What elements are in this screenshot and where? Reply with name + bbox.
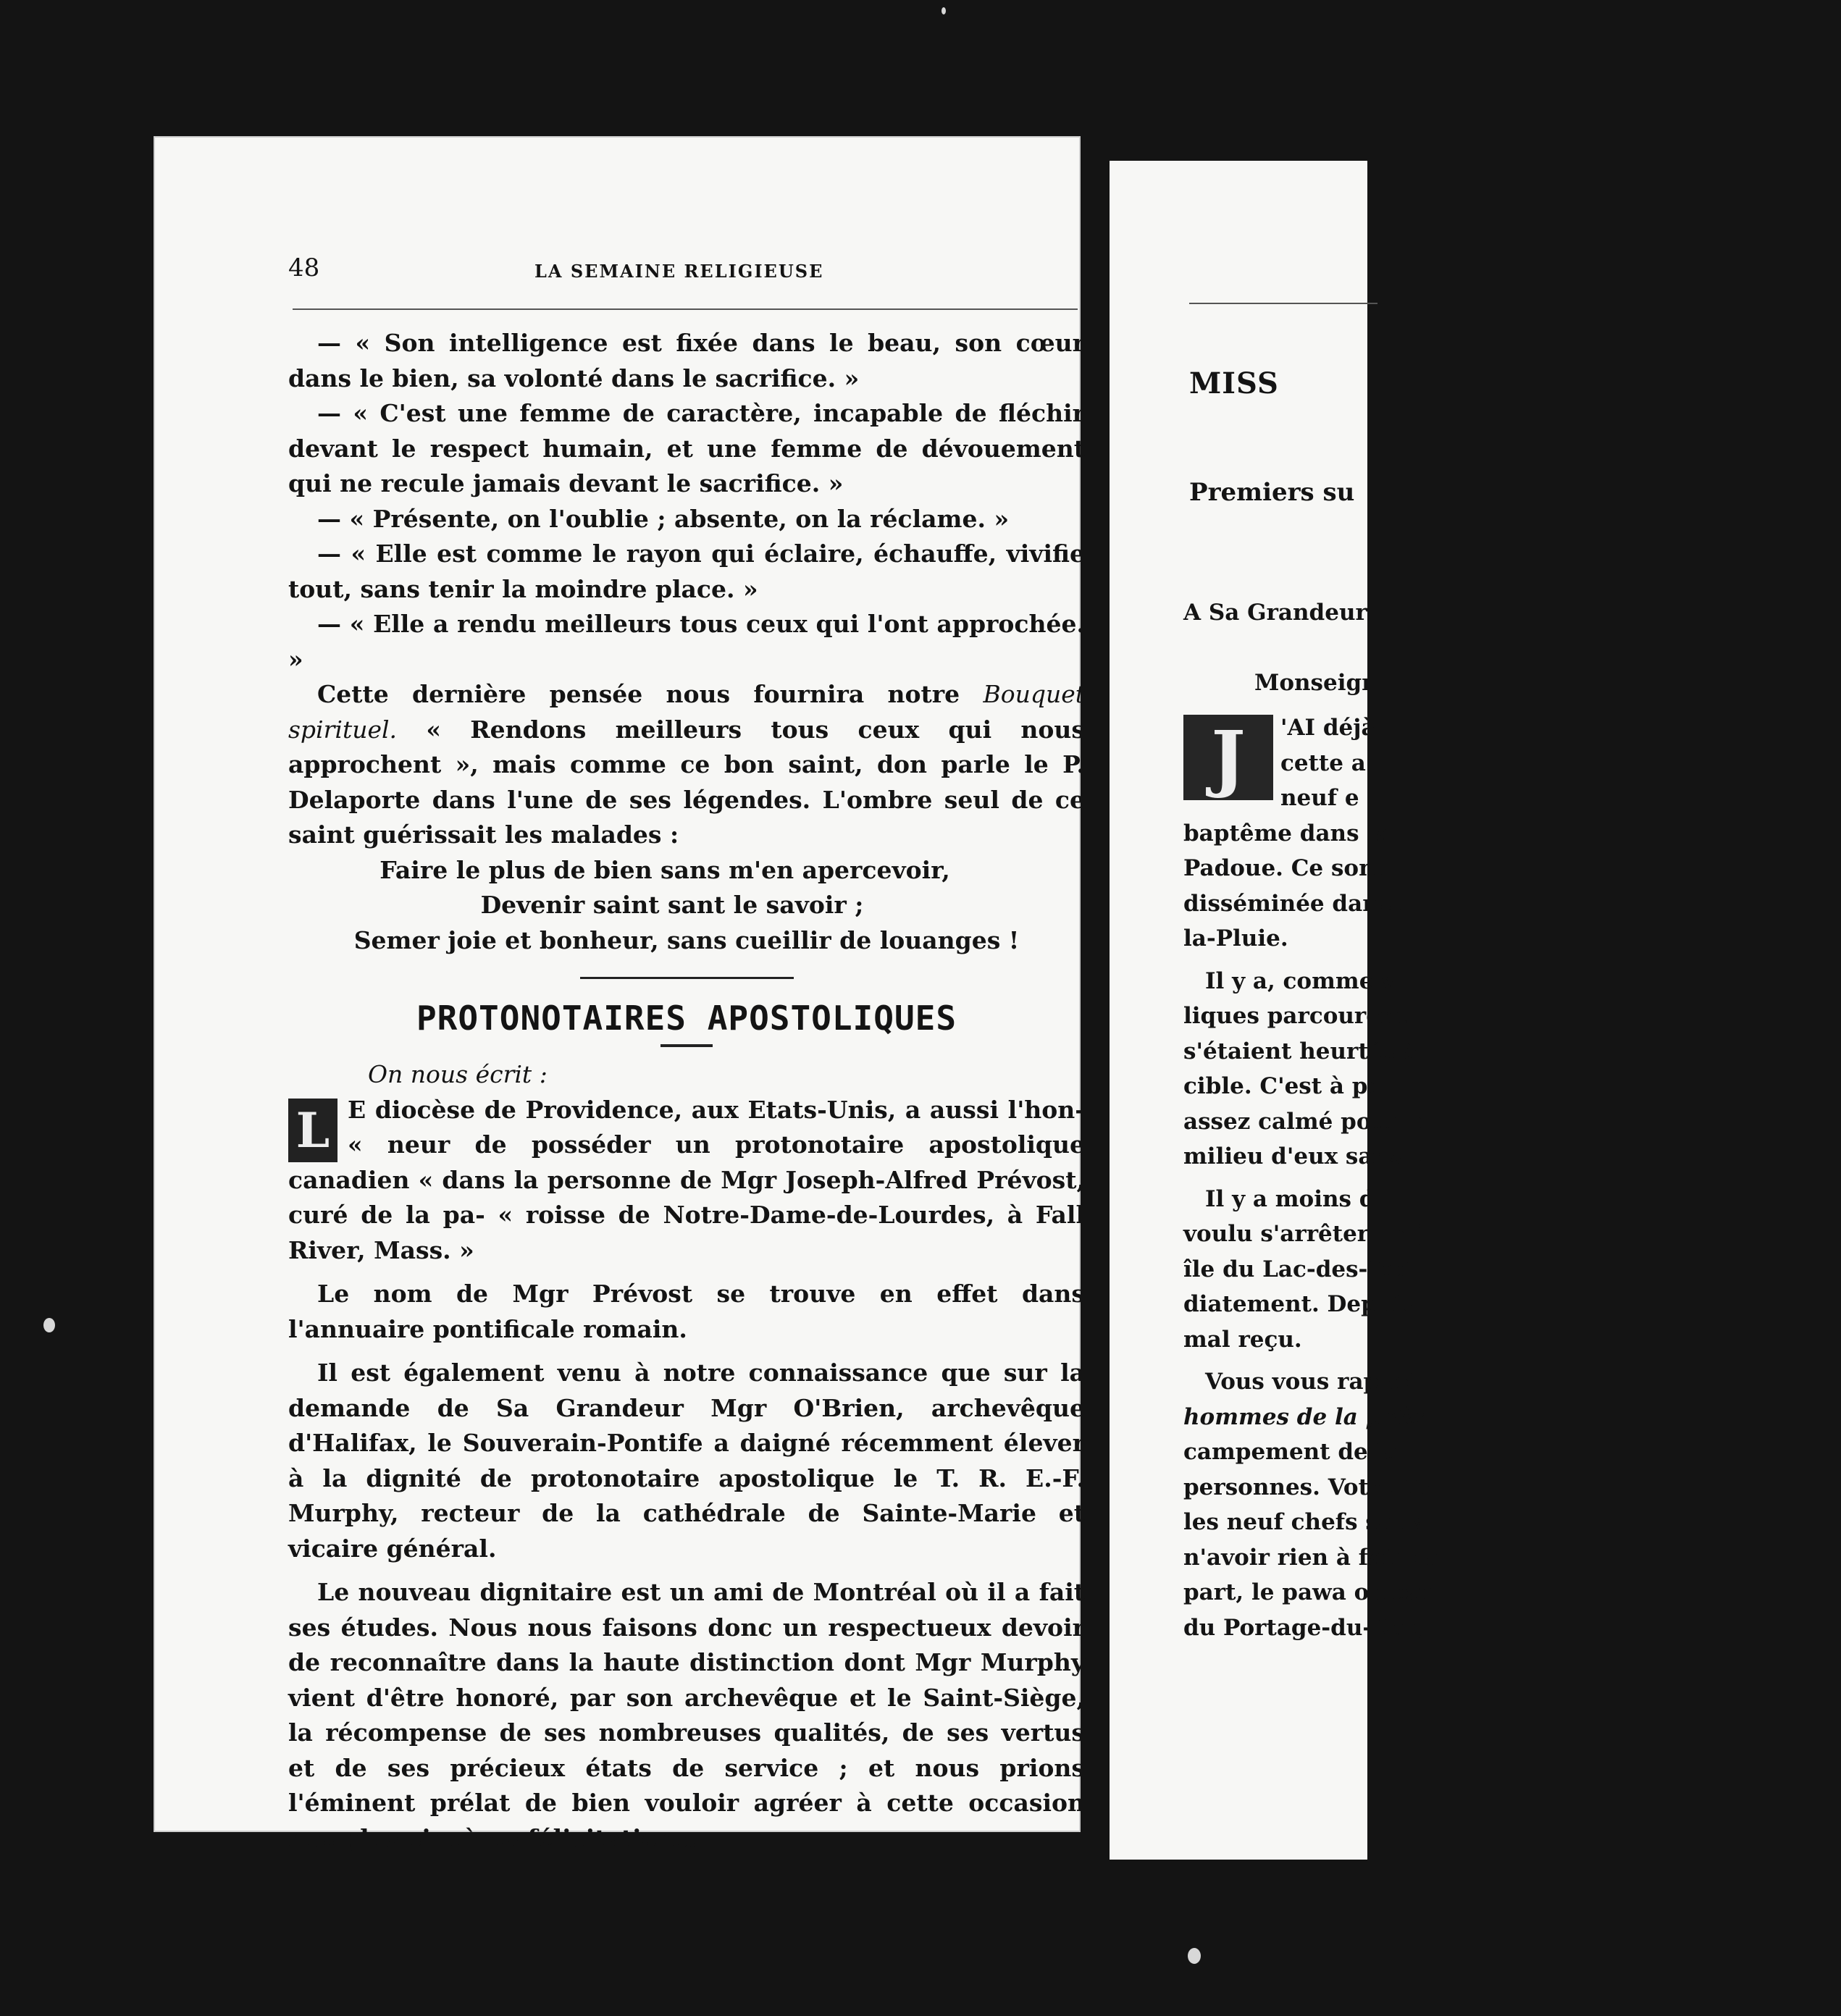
page-number: 48 [288,253,320,282]
bouquet-intro: Cette dernière pensée nous fournira notre [317,680,960,708]
section-title: PROTONOTAIRES APOSTOLIQUES [416,999,957,1038]
text-line: Il y a, comme v [1205,967,1395,994]
page-header [288,253,1085,297]
bouquet-rest: « Rendons meilleurs tous ceux qui nous approchent », mais comme ce bon saint, don parle le P. Delaporte dans l'une de ses légendes. L'ombre seul de ce saint guérissait les malades : [288,715,1085,849]
text-line: personnes. Votre Gr [1183,1474,1434,1500]
text-line: Il y a moins d [1205,1185,1375,1212]
text-line: s'étaient heurtés à [1183,1038,1418,1064]
right-page-subtitle: Premiers su [1189,478,1355,507]
quote-block [288,1093,1085,1269]
text-line: baptême dans la [1183,820,1391,847]
text-line: cible. C'est à pei [1183,1073,1391,1099]
dropcap-letter: J [1183,715,1273,800]
text-line: disséminée dans l [1183,890,1408,917]
title-dash [661,1044,713,1047]
text-line: n'avoir rien à faire a [1183,1544,1440,1571]
text-line: Vous vous rappel [1205,1369,1418,1395]
text-line: liques parcourent [1183,1003,1407,1029]
text-line: la-Pluie. [1183,925,1288,952]
poem-line: Devenir saint sant le savoir ; [480,891,864,919]
byline: On nous écrit : [368,1060,548,1088]
quote-paragraph: — « Elle a rendu meilleurs tous ceux qui l'ont approchée. » [288,610,1085,673]
bouquet-italic: Bouquet spirituel. [288,680,1085,744]
text-line: Padoue. Ce sont [1183,855,1385,881]
text-line: île du Lac-des-Boi [1183,1256,1411,1282]
text-line: A Sa Grandeur [1183,600,1367,626]
dust-speck [942,7,946,14]
dropcap-letter: L [288,1099,337,1162]
header-rule [1189,303,1377,304]
dust-speck [1188,1948,1201,1964]
text-line: part, le pawa ou ban [1183,1579,1440,1605]
right-page-body [1183,595,1835,1645]
quote-paragraph: — « Son intelligence est fixée dans le beau, son cœur dans le bien, sa volonté dans le sacrifice. » [288,329,1085,392]
article-body [288,326,1085,1856]
spacer [288,1566,1085,1575]
text-line: voulu s'arrêter un j [1183,1221,1426,1247]
text-line: assez calmé pour p [1183,1108,1423,1135]
text-line: campement de la [1183,1439,1399,1465]
text-line: Monseign [1254,669,1378,696]
text-line: milieu d'eux sans e [1183,1143,1424,1169]
quote-paragraph: — « Présente, on l'oublie ; absente, on la réclame. » [317,504,1010,533]
spacer [288,1268,1085,1277]
running-title: LA SEMAINE RELIGIEUSE [534,261,824,282]
poem-line: Faire le plus de bien sans m'en apercevoir, [379,855,950,884]
dropcap-block [1183,710,1835,816]
text-line: hommes de la prièr [1183,1403,1428,1430]
right-page-title: MISS [1189,366,1279,400]
text-line: du Portage-du-Rat, l [1183,1614,1440,1641]
spacer [288,1347,1085,1356]
quote-text: E diocèse de Providence, aux Etats-Unis, a aussi l'hon- « neur de posséder un protonotaire apostolique canadien « dans la personne de Mgr Joseph-Alfred Prévost, curé de la pa- « roisse de Notre-Dame-de-Lourdes, à Fall River, Mass. » [288,1095,1085,1264]
left-page [154,136,1085,1852]
text-line: cette a [1280,749,1366,776]
text-line: les neuf chefs sauv [1183,1509,1422,1535]
quote-paragraph: — « Elle est comme le rayon qui éclaire, échauffe, vivifie tout, sans tenir la moindre place. » [288,539,1085,603]
text-line: neuf e [1280,785,1359,811]
bouquet-paragraph [288,677,1085,853]
text-line: 'AI déjà [1280,715,1376,741]
right-page [1110,161,1440,1860]
header-rule [293,308,1078,310]
dust-speck [43,1318,55,1332]
paragraph-egalement: Il est également venu à notre connaissance que sur la demande de Sa Grandeur Mgr O'Brien, archevêque d'Halifax, le Souverain-Pontife a daigné récemment élever à la dignité de protonotaire apostolique le T. R. E.-F. Murphy, recteur de la cathédrale de Sainte-Marie et vicaire général. [288,1358,1085,1563]
text-line: diatement. Depuis [1183,1291,1414,1317]
paragraph-nouveau: Le nouveau dignitaire est un ami de Montréal où il a fait ses études. Nous nous faisons donc un respectueux devoir de reconnaître dans la haute distinction dont Mgr Murphy vient d'être honoré, par son archevêque et le Saint-Siège, la récompense de ses nombreuses qualités, de ses vertus et de ses précieux états de service ; et nous prions l'éminent prélat de bien vouloir agréer à cette occasion nos plus sincères félicitations. [288,1578,1085,1852]
text-line: mal reçu. [1183,1326,1302,1353]
text-line [1183,631,1835,665]
paragraph-nom: Le nom de Mgr Prévost se trouve en effet dans l'annuaire pontificale romain. [288,1280,1085,1343]
section-divider [580,977,794,979]
poem-line: Semer joie et bonheur, sans cueillir de louanges ! [353,925,1020,954]
quote-paragraph: — « C'est une femme de caractère, incapable de fléchir devant le respect humain, et une femme de dévouement qui ne recule jamais devant le sacrifice. » [288,399,1085,497]
